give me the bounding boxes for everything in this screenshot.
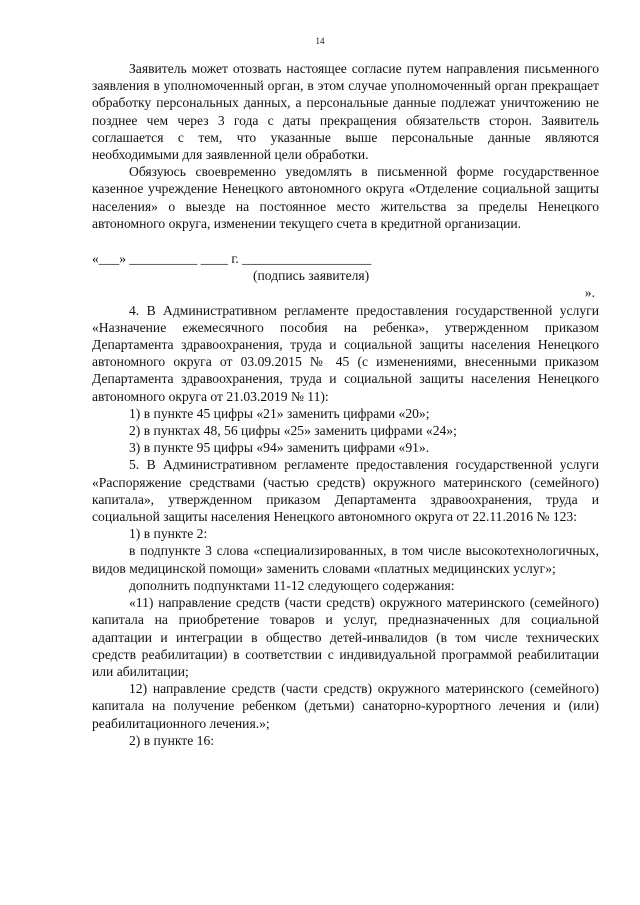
- signature-date-line: «___» __________ ____ г. ___________________: [92, 251, 372, 267]
- spacer: [92, 232, 599, 250]
- closing-quote: ».: [584, 285, 595, 301]
- amendment-item-5: 5. В Административном регламенте предоставления государственной услуги «Распоряжение средствами (частью средств) окружного материнского (семейного) капитала», утвержденном приказом Департамента здравоохранения, труда и социальной защиты населения Ненецкого автономного округа от 22.11.2016 № 123:: [92, 457, 599, 525]
- amendment-subitem: 1) в пункте 45 цифры «21» заменить цифрами «20»;: [129, 405, 430, 421]
- consent-withdrawal-paragraph: Заявитель может отозвать настоящее согласие путем направления письменного заявления в уполномоченный орган, в этом случае уполномоченный орган прекращает обработку персональных данных, а персональные данные подлежат уничтожению не позднее чем через 3 года с даты прекращения обязательств сторон. Заявитель соглашается с тем, что указанные выше персональные данные являются необходимыми для заявленной цели обработки.: [92, 61, 599, 163]
- document-body: [92, 60, 599, 749]
- amendment-item-4: 4. В Административном регламенте предоставления государственной услуги «Назначение ежемесячного пособия на ребенка», утвержденном приказом Департамента здравоохранения, труда и социальной защиты населения Ненецкого автономного округа от 03.09.2015 № 45 (с изменениями, внесенными приказом Департамента здравоохранения, труда и социальной защиты населения Ненецкого автономного округа от 21.03.2019 № 11):: [92, 302, 599, 404]
- notification-obligation-paragraph: Обязуюсь своевременно уведомлять в письменной форме государственное казенное учреждение Ненецкого автономного округа «Отделение социальной защиты населения» о выезде на постоянное место жительства за пределы Ненецкого автономного округа, изменении текущего счета в кредитной организации.: [92, 164, 599, 231]
- amendment-subitem: 1) в пункте 2:: [129, 526, 208, 542]
- page-number: 14: [315, 36, 325, 46]
- amendment-subitem: дополнить подпунктами 11-12 следующего содержания:: [129, 577, 455, 593]
- amendment-subitem: 3) в пункте 95 цифры «94» заменить цифрами «91».: [129, 440, 430, 456]
- amendment-subitem: 2) в пункте 16:: [129, 732, 215, 748]
- amendment-subitem: 2) в пунктах 48, 56 цифры «25» заменить цифрами «24»;: [129, 423, 457, 439]
- amendment-subitem: в подпункте 3 слова «специализированных, в том числе высокотехнологичных, видов медицинской помощи» заменить словами «платных медицинских услуг»;: [92, 543, 599, 576]
- signature-caption: (подпись заявителя): [253, 268, 370, 284]
- amendment-subitem: «11) направление средств (части средств) окружного материнского (семейного) капитала на приобретение товаров и услуг, предназначенных для социальной адаптации и интеграции в общество детей-инвалидов (в том числе технических средств реабилитации) в соответствии с индивидуальной программой реабилитации или абилитации;: [92, 595, 599, 679]
- amendment-subitem: 12) направление средств (части средств) окружного материнского (семейного) капитала на получение ребенком (детьми) санаторно-курортного лечения и (или) реабилитационного лечения.»;: [92, 681, 599, 731]
